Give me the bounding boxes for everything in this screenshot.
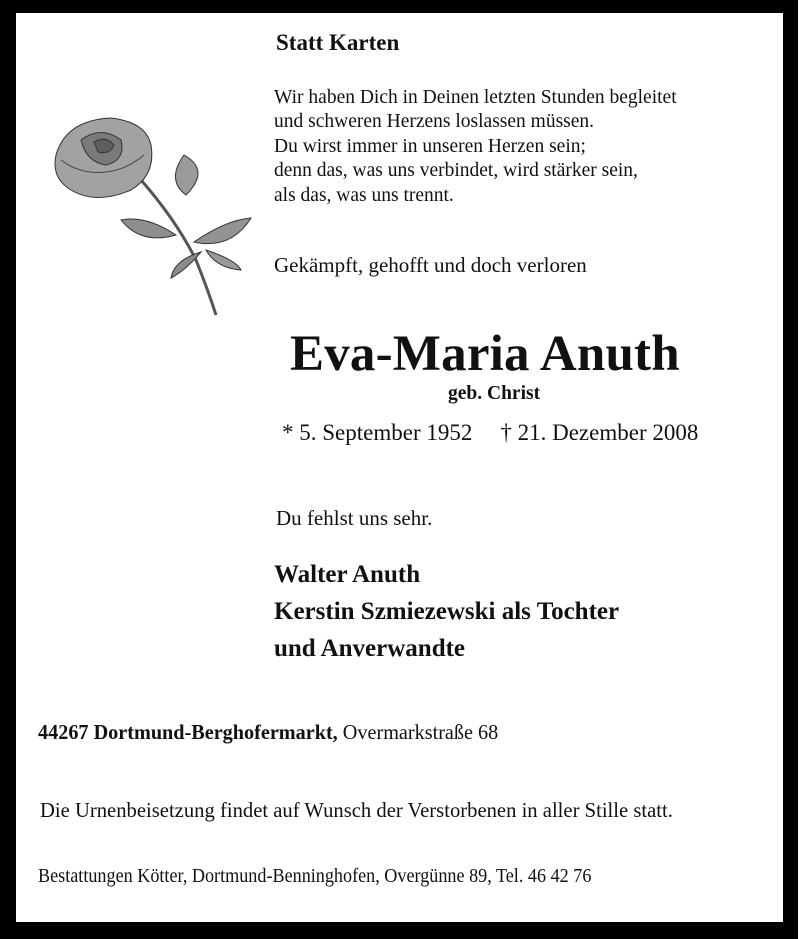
poem-line: als das, was uns trennt. [274,184,454,206]
birth-date: * 5. September 1952 [282,420,473,445]
mourner: Walter Anuth [274,561,421,588]
death-date: † 21. Dezember 2008 [500,420,699,445]
poem-line: denn das, was uns verbindet, wird stärker sein, [274,160,638,182]
address-city: 44267 Dortmund-Berghofermarkt, [38,720,338,744]
address-street: Overmarkstraße 68 [342,720,499,744]
farewell-line: Du fehlst uns sehr. [276,506,433,530]
mourner: Kerstin Szmiezewski als Tochter [274,598,620,625]
rose-icon [36,100,261,320]
life-dates [282,420,698,446]
maiden-name: geb. Christ [448,383,541,404]
deceased-name: Eva-Maria Anuth [290,326,680,382]
undertaker-info: Bestattungen Kötter, Dortmund-Benninghofen, Overgünne 89, Tel. 46 42 76 [38,866,592,887]
mourner: und Anverwandte [274,635,466,662]
poem [274,86,677,208]
burial-note: Die Urnenbeisetzung findet auf Wunsch der Verstorbenen in aller Stille statt. [40,798,673,822]
notice-heading: Statt Karten [276,30,400,55]
poem-line: Wir haben Dich in Deinen letzten Stunden begleitet [274,87,677,108]
poem-line: Du wirst immer in unseren Herzen sein; [274,135,586,157]
motto: Gekämpft, gehofft und doch verloren [274,253,587,277]
poem-line: und schweren Herzens loslassen müssen. [274,111,595,133]
mourners-list [274,556,619,667]
family-address [38,720,498,745]
